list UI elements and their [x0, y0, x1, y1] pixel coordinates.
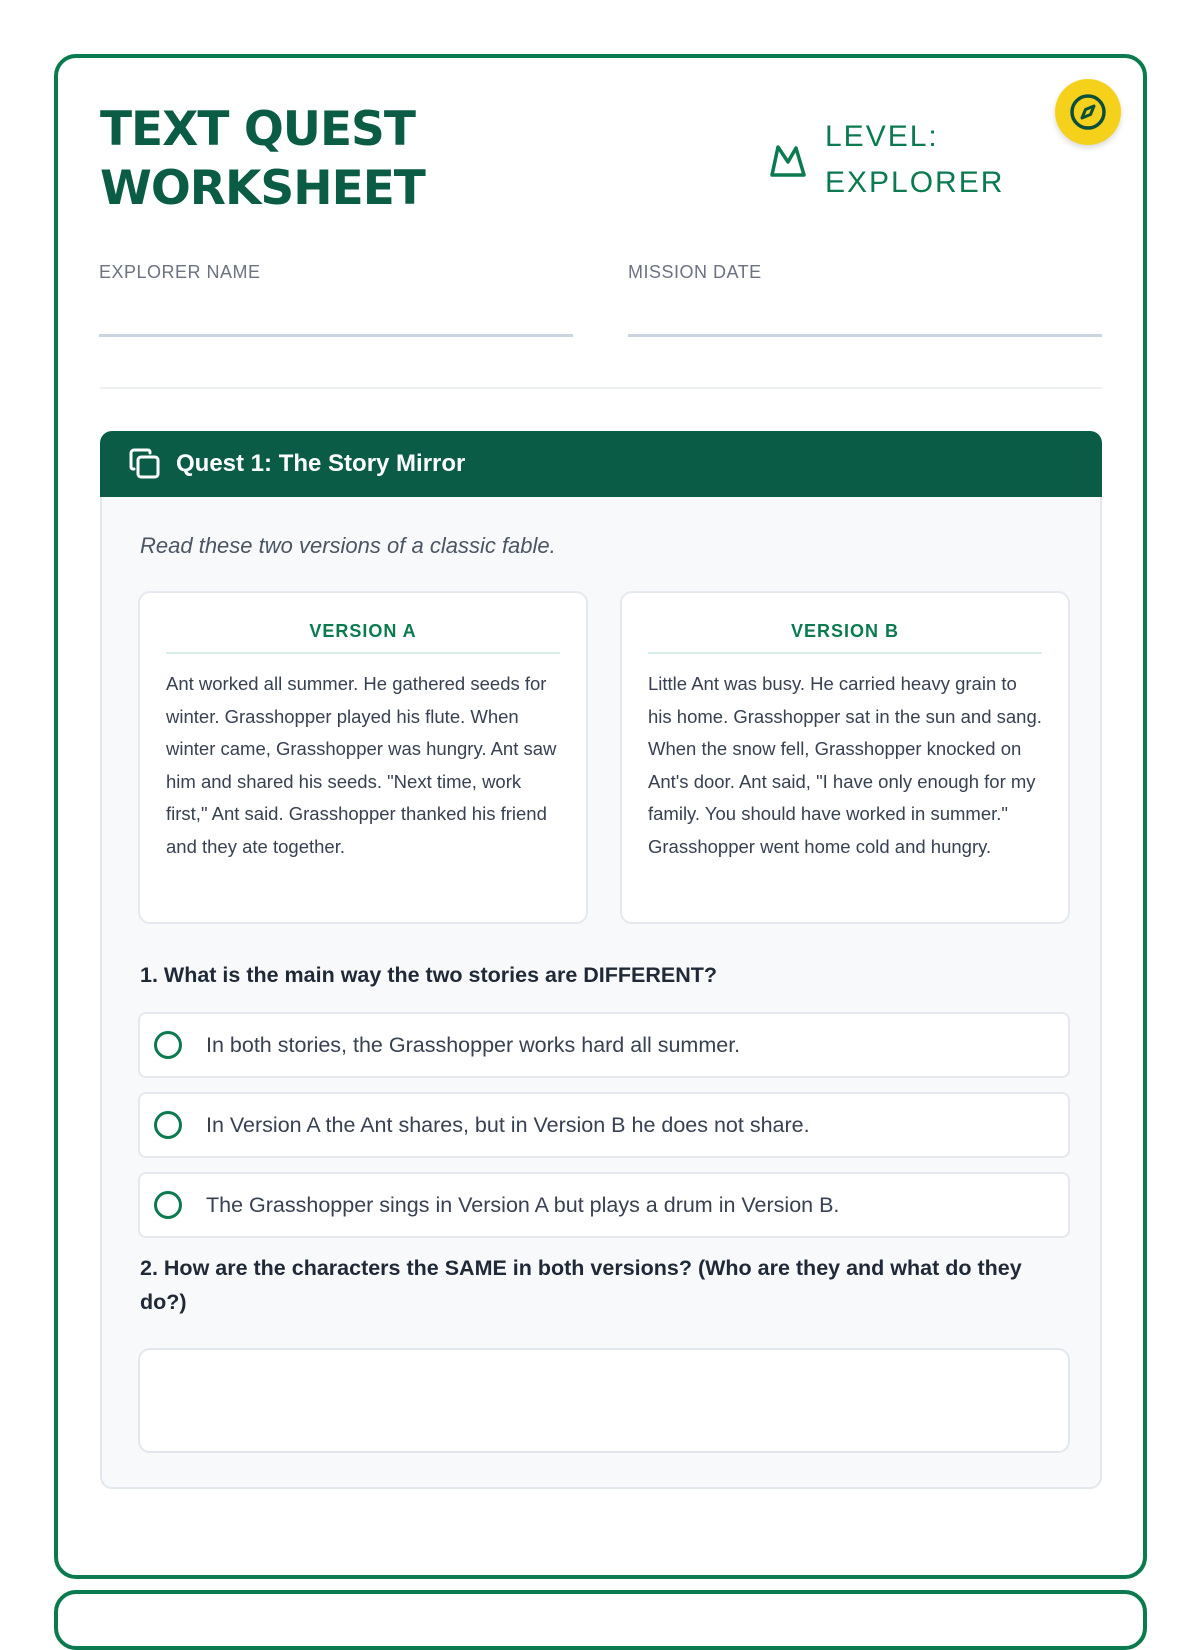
- level-indicator: [769, 114, 1025, 206]
- page-title: [100, 100, 580, 218]
- radio-button[interactable]: [154, 1191, 182, 1219]
- option-label: In Version A the Ant shares, but in Version B he does not share.: [206, 1112, 810, 1137]
- level-text: [825, 114, 1025, 206]
- version-a-card: [138, 591, 588, 924]
- version-a-text: Ant worked all summer. He gathered seeds for winter. Grasshopper played his flute. When winter came, Grasshopper was hungry. Ant saw him and shared his seeds. "Next time, work first," Ant said. Grasshopper thanked his friend and they ate together.: [166, 673, 557, 857]
- mountain-icon: [769, 142, 807, 178]
- mission-date-input[interactable]: [628, 334, 1102, 337]
- version-a-label: VERSION A: [166, 621, 560, 654]
- level-label: LEVEL:: [825, 120, 939, 153]
- title-line-1: TEXT QUEST: [100, 102, 415, 157]
- option-label: The Grasshopper sings in Version A but plays a drum in Version B.: [206, 1192, 840, 1217]
- mission-date-label: MISSION DATE: [628, 262, 762, 282]
- option-label: In both stories, the Grasshopper works hard all summer.: [206, 1032, 741, 1057]
- question-1-option-2[interactable]: [138, 1092, 1070, 1158]
- title-line-2: WORKSHEET: [100, 161, 425, 216]
- radio-button[interactable]: [154, 1031, 182, 1059]
- version-b-text: Little Ant was busy. He carried heavy grain to his home. Grasshopper sat in the sun and sang. When the snow fell, Grasshopper knocked on Ant's door. Ant said, "I have only enough for my family. You should have worked in summer." Grasshopper went home cold and hungry.: [648, 673, 1042, 857]
- question-1: 1. What is the main way the two stories are DIFFERENT?: [140, 963, 718, 987]
- section-divider: [100, 387, 1102, 389]
- level-value: EXPLORER: [825, 166, 1005, 199]
- next-worksheet-card: [54, 1590, 1147, 1650]
- version-b-card: [620, 591, 1070, 924]
- quest-header: [100, 431, 1102, 497]
- quest-body: [100, 497, 1102, 1489]
- quest-intro: Read these two versions of a classic fable.: [140, 533, 556, 558]
- question-2: 2. How are the characters the SAME in both versions? (Who are they and what do they do?): [140, 1256, 1022, 1314]
- explorer-name-input[interactable]: [99, 334, 573, 337]
- radio-button[interactable]: [154, 1111, 182, 1139]
- quest-title: Quest 1: The Story Mirror: [176, 450, 466, 477]
- question-1-option-3[interactable]: [138, 1172, 1070, 1238]
- version-b-label: VERSION B: [648, 621, 1042, 654]
- question-1-option-1[interactable]: [138, 1012, 1070, 1078]
- compass-icon: [1068, 92, 1108, 132]
- compass-badge[interactable]: [1055, 79, 1121, 145]
- question-2-answer[interactable]: [138, 1348, 1070, 1453]
- explorer-name-label: EXPLORER NAME: [99, 262, 261, 282]
- copy-icon: [128, 447, 162, 481]
